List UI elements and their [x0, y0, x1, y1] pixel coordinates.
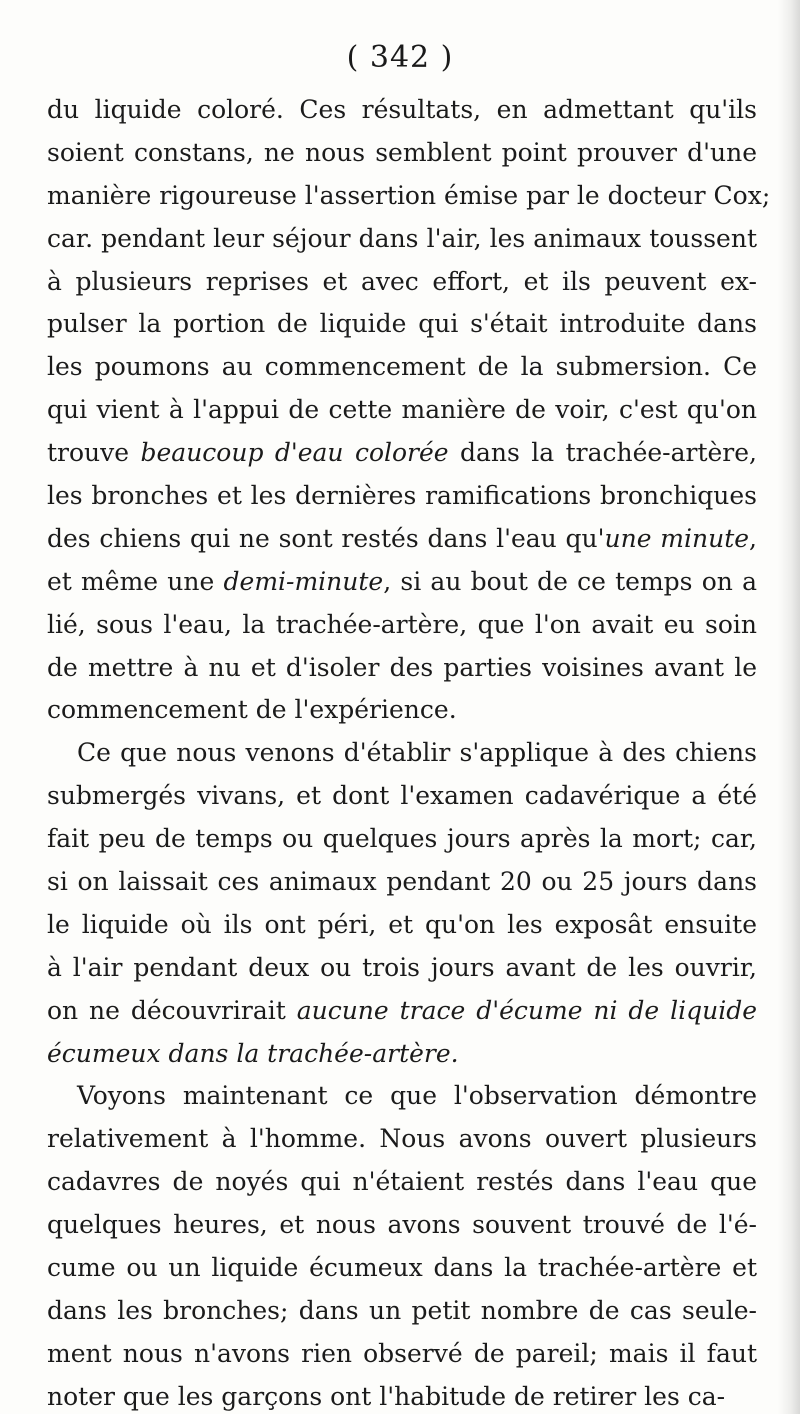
paragraph [47, 1075, 757, 1418]
text-line [47, 518, 757, 561]
text-run: Voyons maintenant ce que l'observation démontre [77, 1081, 757, 1111]
text-line [47, 475, 757, 518]
text-run: qui vient à l'appui de cette manière de voir, c'est qu'on [47, 395, 757, 425]
text-run: à plusieurs reprises et avec effort, et ils peuvent ex- [47, 266, 757, 296]
text-run: dans les bronches; dans un petit nombre de cas seule- [47, 1295, 757, 1325]
italic-text: écumeux dans la trachée-artère. [47, 1038, 459, 1068]
page-edge-shadow [778, 0, 800, 1414]
text-line [47, 990, 757, 1033]
text-line [47, 1161, 757, 1204]
text-line [47, 861, 757, 904]
text-line [47, 1033, 757, 1076]
text-run: lié, sous l'eau, la trachée-artère, que l'on avait eu soin [47, 609, 757, 639]
text-run: manière rigoureuse l'assertion émise par le docteur Cox; [47, 180, 771, 210]
text-line [47, 904, 757, 947]
text-run: on ne découvrirait [47, 995, 297, 1025]
paragraph [47, 732, 757, 1075]
text-run: cadavres de noyés qui n'étaient restés dans l'eau que [47, 1167, 757, 1197]
text-line [47, 647, 757, 690]
text-line [47, 561, 757, 604]
text-line [47, 604, 757, 647]
text-run: ment nous n'avons rien observé de pareil; mais il faut [47, 1338, 757, 1368]
text-line [47, 303, 757, 346]
text-line [47, 689, 757, 732]
text-run: cume ou un liquide écumeux dans la trachée-artère et [47, 1253, 757, 1283]
text-run: pulser la portion de liquide qui s'était introduite dans [47, 309, 757, 339]
text-run: dans la trachée-artère, [448, 438, 758, 468]
text-run: car. pendant leur séjour dans l'air, les animaux toussent [47, 223, 757, 253]
text-line [47, 132, 757, 175]
text-line [47, 1290, 757, 1333]
text-run: de mettre à nu et d'isoler des parties voisines avant le [47, 652, 757, 682]
text-run: commencement de l'expérience. [47, 695, 457, 725]
page-number: ( 342 ) [346, 40, 454, 75]
text-line [47, 175, 771, 218]
italic-text: demi-minute [223, 566, 384, 596]
text-run: fait peu de temps ou quelques jours après la mort; car, [47, 824, 757, 854]
text-run: si on laissait ces animaux pendant 20 ou 25 jours dans [47, 867, 757, 897]
text-run: , si au bout de ce temps on a [383, 566, 757, 596]
text-line [47, 818, 757, 861]
body-text [47, 89, 771, 1419]
text-line [47, 1118, 757, 1161]
text-line [47, 947, 757, 990]
text-run: submergés vivans, et dont l'examen cadavérique a été [47, 781, 757, 811]
text-line [47, 1333, 757, 1376]
italic-text: aucune trace d'écume ni de liquide [296, 995, 758, 1025]
text-run: des chiens qui ne sont restés dans l'eau qu' [47, 523, 605, 553]
text-run: Ce que nous venons d'établir s'applique à des chiens [77, 738, 757, 768]
text-line [47, 389, 757, 432]
text-line [47, 218, 757, 261]
text-run: , [749, 523, 757, 553]
text-line [47, 1075, 757, 1118]
text-run: les poumons au commencement de la submersion. Ce [47, 352, 757, 382]
paragraph [47, 89, 771, 732]
text-line [47, 1247, 757, 1290]
text-run: à l'air pendant deux ou trois jours avant de les ouvrir, [47, 952, 757, 982]
text-run: et même une [47, 566, 224, 596]
text-line [47, 261, 757, 304]
text-run: trouve [47, 438, 141, 468]
text-line [47, 432, 757, 475]
italic-text: une minute [604, 523, 750, 553]
italic-text: beaucoup d'eau colorée [140, 438, 449, 468]
text-line [47, 1376, 757, 1419]
text-run: le liquide où ils ont péri, et qu'on les exposât ensuite [47, 909, 757, 939]
text-line [47, 775, 757, 818]
text-run: quelques heures, et nous avons souvent trouvé de l'é- [47, 1210, 757, 1240]
text-line [47, 1204, 757, 1247]
text-line [47, 732, 757, 775]
text-run: les bronches et les dernières ramifications bronchiques [47, 481, 757, 511]
text-line [47, 89, 757, 132]
text-run: soient constans, ne nous semblent point prouver d'une [47, 137, 757, 167]
text-run: du liquide coloré. Ces résultats, en admettant qu'ils [47, 95, 757, 124]
text-line [47, 346, 757, 389]
text-run: relativement à l'homme. Nous avons ouvert plusieurs [47, 1124, 757, 1154]
text-run: noter que les garçons ont l'habitude de retirer les ca- [47, 1381, 726, 1411]
